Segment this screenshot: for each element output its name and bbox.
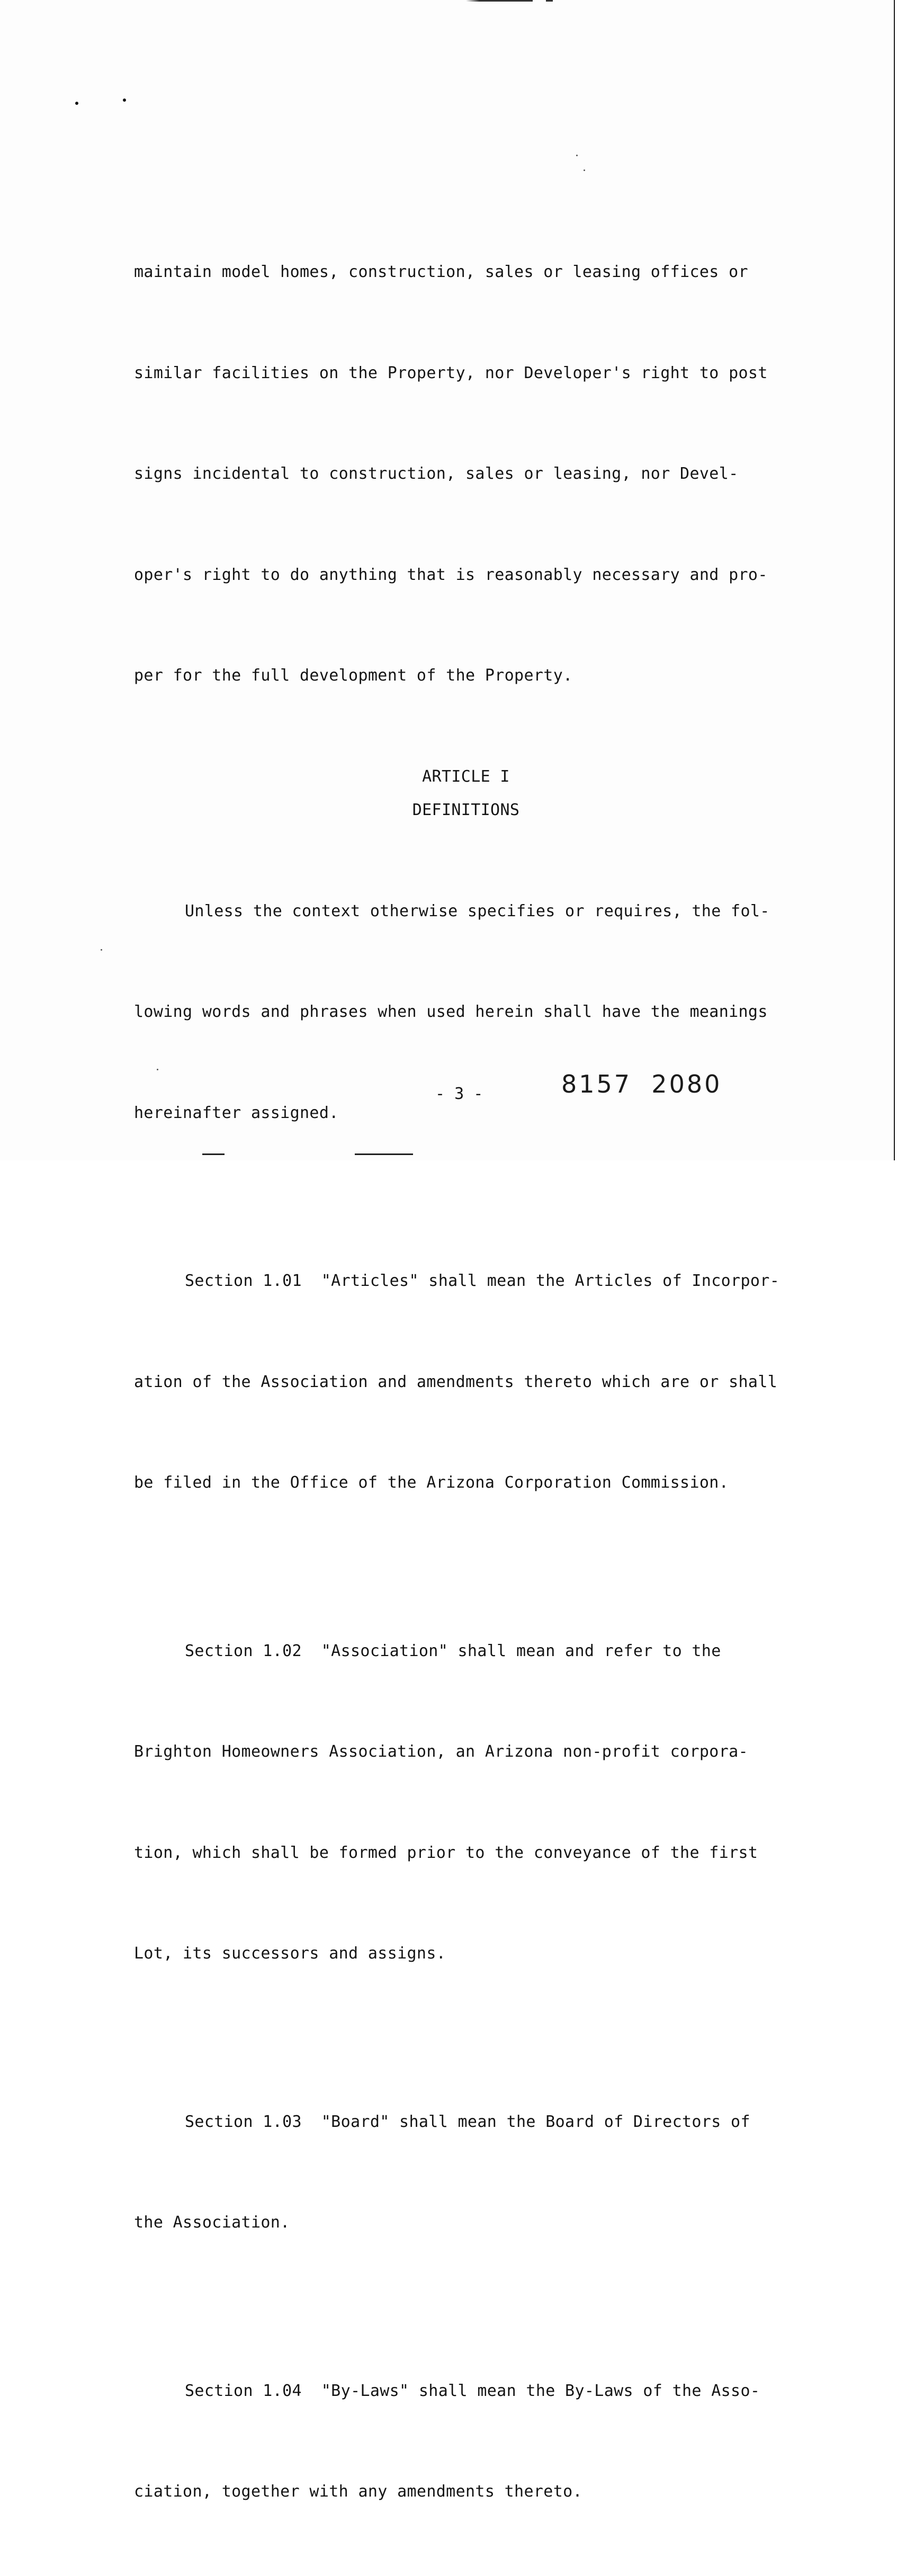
recording-number: 8157 2080	[561, 1070, 722, 1098]
scan-dot	[75, 102, 78, 105]
text-line: lowing words and phrases when used herein shall have the meanings	[134, 1003, 768, 1021]
text-line: Lot, its successors and assigns.	[134, 1944, 446, 1963]
text-line: Section 1.03 "Board" shall mean the Board of Directors of	[185, 2112, 750, 2131]
text-line: Section 1.01 "Articles" shall mean the Articles of Incorpor-	[185, 1272, 780, 1290]
scan-top-mark	[466, 0, 577, 2]
section-1-01	[134, 1197, 806, 1567]
scan-speck	[584, 169, 585, 171]
text-line: oper's right to do anything that is reasonably necessary and pro-	[134, 565, 768, 584]
article-subtitle: DEFINITIONS	[412, 801, 520, 819]
text-line: the Association.	[134, 2213, 290, 2232]
text-line: ciation, together with any amendments thereto.	[134, 2482, 582, 2501]
page-number: - 3 -	[435, 1085, 483, 1103]
article-title: ARTICLE I	[422, 767, 510, 786]
text-line: Brighton Homeowners Association, an Arizona non-profit corpora-	[134, 1742, 748, 1761]
intro-paragraph	[134, 827, 806, 1197]
text-line: per for the full development of the Property.	[134, 666, 573, 685]
text-line: hereinafter assigned.	[134, 1103, 339, 1122]
text-line: be filed in the Office of the Arizona Corporation Commission.	[134, 1473, 729, 1492]
text-line: Section 1.04 "By-Laws" shall mean the By-Laws of the Asso-	[185, 2381, 760, 2400]
scan-speck	[101, 949, 102, 951]
section-1-04	[134, 2307, 806, 2576]
scan-speck	[576, 155, 578, 156]
text-line: maintain model homes, construction, sales or leasing offices or	[134, 263, 748, 281]
text-line: tion, which shall be formed prior to the conveyance of the first	[134, 1843, 758, 1862]
text-line: Section 1.02 "Association" shall mean and refer to the	[185, 1641, 721, 1660]
section-1-02	[134, 1567, 806, 2038]
text-line: similar facilities on the Property, nor Developer's right to post	[134, 363, 768, 382]
text-line: Unless the context otherwise specifies or requires, the fol-	[185, 901, 770, 920]
scan-dot	[123, 99, 126, 102]
section-1-03	[134, 2038, 806, 2307]
continuation-paragraph	[134, 188, 806, 760]
text-line: signs incidental to construction, sales or leasing, nor Devel-	[134, 464, 739, 483]
document-body	[134, 188, 806, 2576]
scan-edge-line	[894, 0, 895, 1160]
text-line: ation of the Association and amendments thereto which are or shall	[134, 1372, 778, 1391]
